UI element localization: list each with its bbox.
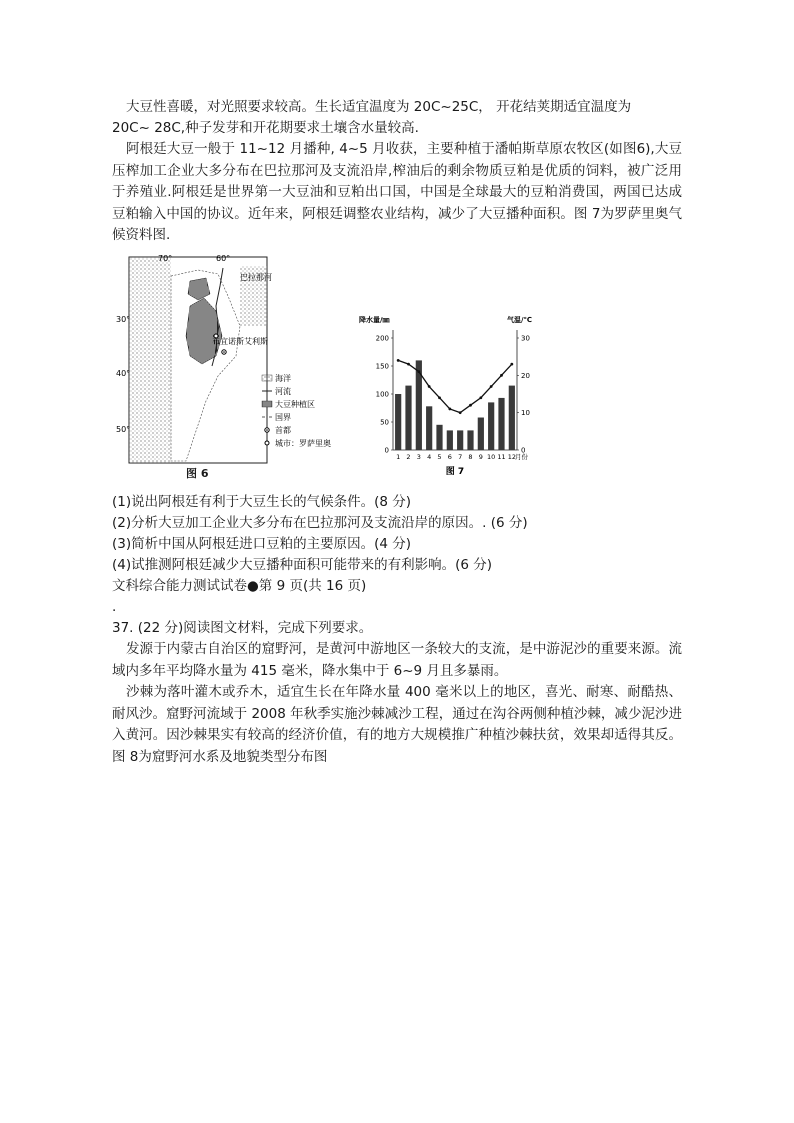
temperature-point bbox=[397, 359, 400, 362]
y-tick-label: 50 bbox=[380, 418, 389, 427]
temperature-point bbox=[448, 408, 451, 411]
svg-text:国界: 国界 bbox=[275, 413, 291, 422]
temperature-point bbox=[417, 370, 420, 373]
svg-text:海洋: 海洋 bbox=[275, 374, 291, 383]
x-tick-label: 2 bbox=[406, 453, 411, 461]
intro-paragraph-2: 阿根廷大豆一般于 11~12 月播种, 4~5 月收获，主要种植于潘帕斯草原农牧区(如图6),大豆压榨加工企业大多分布在巴拉那河及支流沿岸,榨油后的剩余物质豆粕是优质的饲料，被广泛用于养殖业.阿根廷是世界第一大豆油和豆粕出口国，中国是全球最大的豆粕消费国，两国已达成豆粕输入中国的协议。近年来，阿根廷调整农业结构，减少了大豆播种面积。图 7为罗萨里奥气候资料图. bbox=[112, 141, 682, 243]
y-tick-label: 150 bbox=[375, 362, 389, 371]
precip-bar bbox=[509, 386, 515, 450]
map-land-west bbox=[129, 257, 171, 463]
y-axis-label: 降水量/㎜ bbox=[359, 316, 390, 324]
lat-label-30: 30° bbox=[116, 315, 131, 324]
precip-bar bbox=[436, 425, 442, 450]
temperature-point bbox=[479, 396, 482, 399]
precip-bar bbox=[447, 430, 453, 450]
x-tick-label: 4 bbox=[427, 453, 432, 461]
question-1: (1)说出阿根廷有利于大豆生长的气候条件。(8 分) bbox=[112, 494, 412, 510]
precip-bar bbox=[498, 398, 504, 450]
question-4: (4)试推测阿根廷减少大豆播种面积可能带来的有利影响。(6 分) bbox=[112, 557, 493, 573]
climate-chart bbox=[355, 310, 555, 480]
x-tick-label: 5 bbox=[437, 453, 442, 461]
question-2: (2)分析大豆加工企业大多分布在巴拉那河及支流沿岸的原因。. (6 分) bbox=[112, 515, 528, 531]
map-legend bbox=[262, 373, 331, 448]
precip-bar bbox=[426, 406, 432, 450]
x-tick-label: 3 bbox=[416, 453, 421, 461]
temperature-point bbox=[428, 385, 431, 388]
y2-axis-label: 气温/℃ bbox=[507, 316, 533, 324]
capital-label: 布宜诺斯艾利斯 bbox=[212, 337, 268, 346]
question-3: (3)简析中国从阿根廷进口豆粕的主要原因。(4 分) bbox=[112, 536, 412, 552]
page-footer: 文科综合能力测试试卷●第 9 页(共 16 页) bbox=[112, 578, 367, 594]
temperature-point bbox=[438, 396, 441, 399]
x-tick-label: 9 bbox=[478, 453, 483, 461]
lat-label-50: 50° bbox=[116, 425, 131, 434]
question-37-heading: 37. (22 分)阅读图文材料，完成下列要求。 bbox=[112, 620, 373, 636]
river-label: 巴拉那河 bbox=[240, 273, 272, 282]
x-axis-label: 月份 bbox=[515, 453, 528, 461]
x-tick-label: 1 bbox=[396, 453, 401, 461]
temperature-point bbox=[510, 363, 513, 366]
intro-line-1: 大豆性喜暖，对光照要求较高。生长适宜温度为 20C~25C， 开花结荚期适宜温度为 bbox=[126, 99, 632, 115]
temperature-point bbox=[407, 363, 410, 366]
precip-bar bbox=[457, 430, 463, 450]
chart-caption: 图 7 bbox=[445, 467, 465, 477]
y2-tick-label: 0 bbox=[521, 446, 526, 455]
y-tick-label: 0 bbox=[384, 446, 389, 455]
y-tick-label: 100 bbox=[375, 390, 389, 399]
y2-tick-label: 20 bbox=[521, 371, 530, 380]
x-tick-label: 6 bbox=[447, 453, 452, 461]
question-37-paragraph-1: 发源于内蒙古自治区的窟野河，是黄河中游地区一条较大的支流，是中游泥沙的重要来源。流域内多年平均降水量为 415 毫米，降水集中于 6~9 月且多暴雨。 bbox=[112, 641, 682, 679]
svg-text:城市：罗萨里奥: 城市：罗萨里奥 bbox=[275, 439, 331, 448]
intro-line-2: 20C~ 28C,种子发芽和开花期要求土壤含水量较高. bbox=[112, 120, 419, 136]
temperature-point bbox=[459, 411, 462, 414]
x-tick-label: 12 bbox=[507, 453, 516, 461]
precip-bar bbox=[478, 418, 484, 450]
precip-bar bbox=[467, 430, 473, 450]
argentina-map-figure bbox=[116, 254, 331, 464]
temperature-point bbox=[469, 404, 472, 407]
y2-tick-label: 30 bbox=[521, 334, 530, 343]
x-tick-label: 11 bbox=[497, 453, 506, 461]
temperature-point bbox=[490, 385, 493, 388]
temperature-point bbox=[500, 374, 503, 377]
lon-label-60: 60° bbox=[216, 254, 231, 263]
y2-tick-label: 10 bbox=[521, 409, 530, 418]
precip-bar bbox=[395, 394, 401, 450]
question-37-paragraph-2: 沙棘为落叶灌木或乔木，适宜生长在年降水量 400 毫米以上的地区，喜光、耐寒、耐酷热、耐风沙。窟野河流域于 2008 年秋季实施沙棘减沙工程，通过在沟谷两侧种植沙棘，减少泥沙进入黄河。因沙棘果实有较高的经济价值，有的地方大规模推广种植沙棘扶贫，效果却适得其反。图 8为窟野河水系及地貌类型分布图 bbox=[112, 684, 682, 765]
svg-text:河流: 河流 bbox=[275, 387, 291, 396]
y-tick-label: 200 bbox=[375, 334, 389, 343]
x-tick-label: 7 bbox=[458, 453, 463, 461]
svg-text:大豆种植区: 大豆种植区 bbox=[275, 400, 315, 409]
svg-text:首都: 首都 bbox=[275, 426, 291, 435]
precip-bar bbox=[405, 386, 411, 450]
separator-dot: . bbox=[112, 599, 117, 615]
lat-label-40: 40° bbox=[116, 369, 131, 378]
x-tick-label: 8 bbox=[468, 453, 473, 461]
x-tick-label: 10 bbox=[487, 453, 496, 461]
temperature-line bbox=[398, 360, 512, 412]
lon-label-70: 70° bbox=[158, 254, 173, 263]
map-caption: 图 6 bbox=[186, 467, 209, 480]
precip-bar bbox=[488, 402, 494, 450]
